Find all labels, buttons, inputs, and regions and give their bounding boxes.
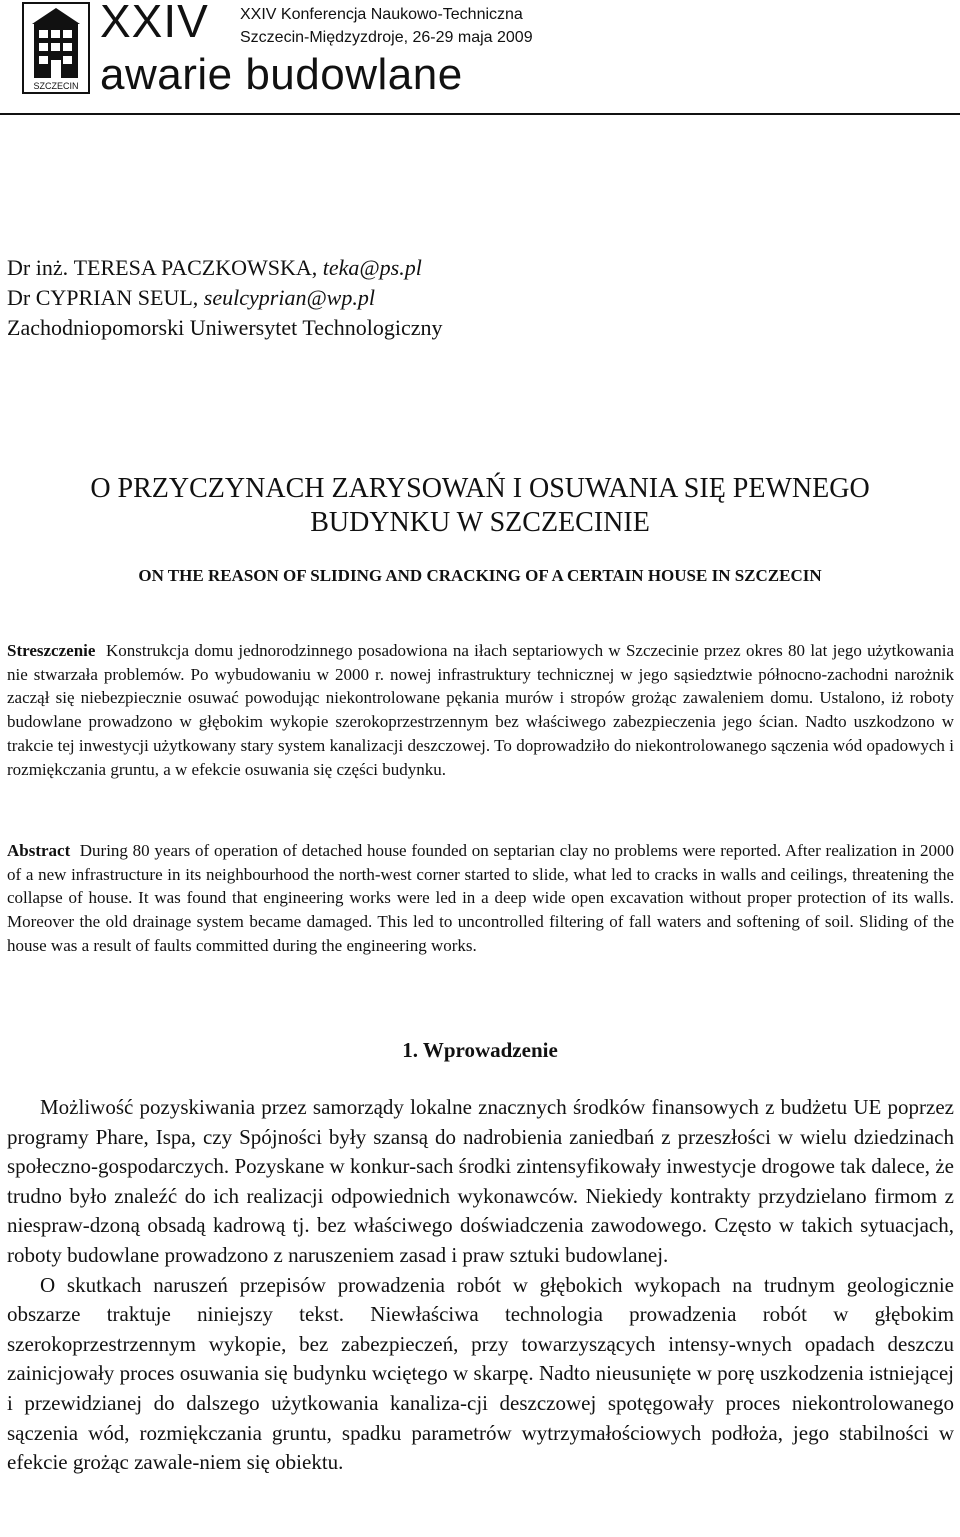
- section-heading: 1. Wprowadzenie: [402, 1038, 558, 1062]
- streszczenie-paragraph: [7, 639, 954, 781]
- conference-place-date: Szczecin-Międzyzdroje, 26-29 maja 2009: [240, 29, 533, 46]
- header-divider: [0, 113, 960, 115]
- author-separator: ,: [311, 255, 323, 280]
- body-paragraph: O skutkach naruszeń przepisów prowadzenia robót w głębokich wykopach na trudnym geologicznie obszarze traktuje niniejszy tekst. Niewłaściwa technologia prowadzenia robót w głębokim szerokoprzestrzennym wykopie, bez zabezpieczeń, przy towarzyszących intensy-wnych opadach deszczu zainicjowały proces osuwania się budynku wciętego w skarpę. Nadto nieusunięte w porę uszkodzenia istniejącej i przewidzianej do dalszego użytkowania kanaliza-cji deszczowej spotęgowały proces niekontrolowanego sączenia wód, rozmiękczania gruntu, spadku parametrów wytrzymałościowych podłoża, jego stabilności w efekcie grożąc zawale-niem się obiektu.: [7, 1272, 954, 1475]
- author-degree: Dr inż.: [7, 255, 74, 280]
- logo-label: SZCZECIN: [33, 81, 79, 91]
- affiliation: Zachodniopomorski Uniwersytet Technologiczny: [7, 315, 443, 340]
- author-name: TERESA PACZKOWSKA: [73, 255, 312, 280]
- edition-number: XXIV: [100, 0, 209, 47]
- conference-name: XXIV Konferencja Naukowo-Techniczna: [240, 6, 523, 23]
- abstract-text: During 80 years of operation of detached house founded on septarian clay no problems were reported. After realization in 2000 of a new infrastructure in its neighbourhood the north-west corner started to slide, what led to cracks in walls and ceilings, threatening the collapse of house. It was found that engineering works were led in a deep wide open excavation without proper protection of its walls. Moreover the old drainage system became damaged. This led to uncontrolled filtering of fall waters and softening of soil. Sliding of the house was a result of faults committed during the engineering works.: [7, 841, 954, 955]
- paper-title-english: ON THE REASON OF SLIDING AND CRACKING OF A CERTAIN HOUSE IN SZCZECIN: [138, 566, 822, 585]
- author-name: CYPRIAN SEUL: [35, 285, 193, 310]
- paper-title-polish: [0, 472, 960, 540]
- abstract-paragraph: [7, 839, 954, 958]
- author-degree: Dr: [7, 285, 36, 310]
- author-email[interactable]: teka@ps.pl: [322, 255, 422, 280]
- title-line: O PRZYCZYNACH ZARYSOWAŃ I OSUWANIA SIĘ PEWNEGO: [90, 473, 870, 504]
- author-email[interactable]: seulcyprian@wp.pl: [203, 285, 375, 310]
- body-text: [7, 1093, 954, 1478]
- conference-header: [0, 0, 960, 118]
- series-title: awarie budowlane: [100, 50, 463, 99]
- author-line: [7, 283, 443, 313]
- body-paragraph: Możliwość pozyskiwania przez samorządy lokalne znacznych środków finansowych z budżetu UE poprzez programy Phare, Ispa, czy Spójności były szansą do nadrobienia zaniedbań z przeszłości w wielu dziedzinach społeczno-gospodarczych. Pozyskane w konkur-sach środki zintensyfikowały inwestycje drogowe tak dalece, że trudno było znaleźć do ich realizacji odpowiednich wykonawców. Niekiedy kontrakty przydzielano firmom z niespraw-dzoną obsadą kadrową tj. bez właściwego doświadczenia zawodowego. Często w takich sytuacjach, roboty budowlane prowadzono z naruszeniem zasad i praw sztuki budowlanej.: [7, 1095, 954, 1267]
- streszczenie-text: Konstrukcja domu jednorodzinnego posadowiona na iłach septariowych w Szczecinie przez okres 80 lat jego użytkowania nie stwarzała problemów. Po wybudowaniu w 2000 r. nowej infrastruktury technicznej w jego sąsiedztwie północno-zachodni narożnik zaczął się niebezpiecznie osuwać powodując niekontrolowane pękania murów i stropów grożąc zawaleniem domu. Ustalono, iż roboty budowlane prowadzono w głębokim wykopie szerokoprzestrzennym bez właściwego zabezpieczenia jego ścian. Nadto uszkodzono w trakcie tej inwestycji użytkowany stary system kanalizacji deszczowej. To doprowadziło do niekontrolowanego sączenia wód opadowych i rozmiękczania gruntu, a w efekcie osuwania się części budynku.: [7, 641, 954, 779]
- abstract-label: Abstract: [7, 841, 71, 860]
- author-separator: ,: [192, 285, 204, 310]
- author-block: [7, 253, 443, 343]
- building-logo-icon: [22, 2, 90, 94]
- title-line: BUDYNKU W SZCZECINIE: [310, 507, 650, 538]
- author-line: [7, 253, 443, 283]
- streszczenie-label: Streszczenie: [7, 641, 96, 660]
